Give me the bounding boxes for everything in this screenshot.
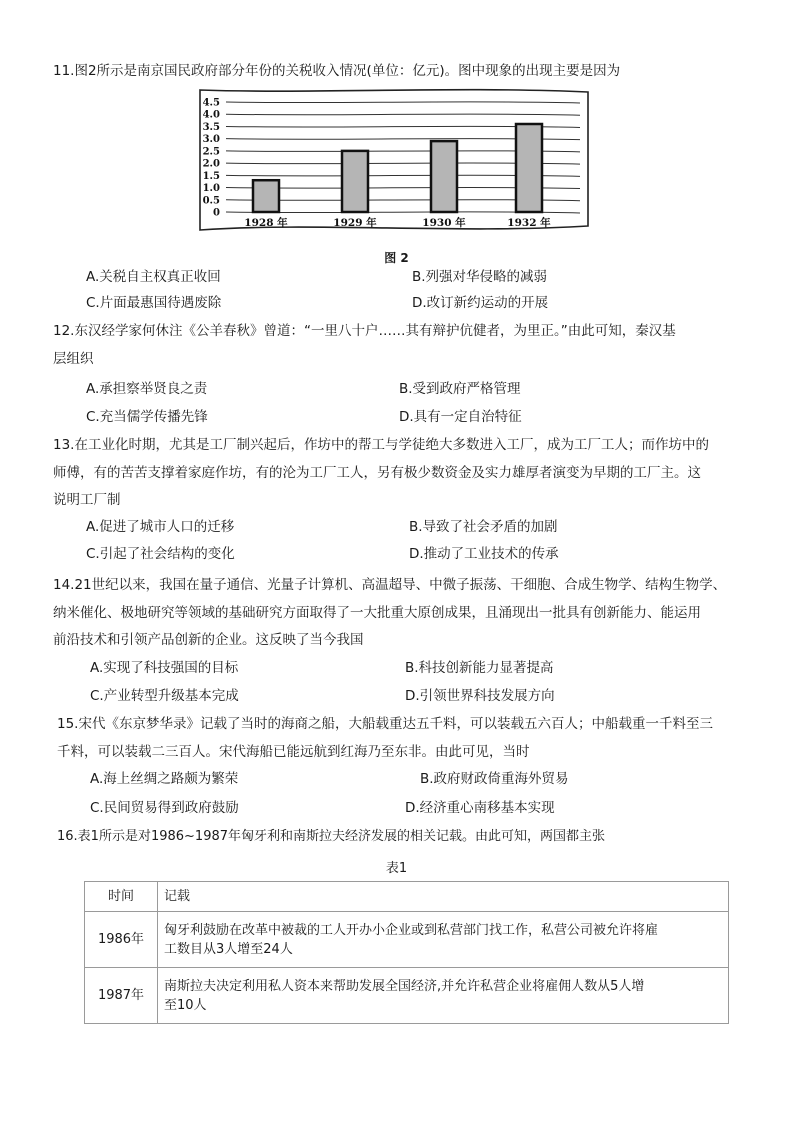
q11-stem: 11.图2所示是南京国民政府部分年份的关税收入情况(单位：亿元)。图中现象的出现主要是因为 xyxy=(53,63,621,79)
q12-option-b[interactable]: B.受到政府严格管理 xyxy=(399,381,521,397)
q13-stem-line3: 说明工厂制 xyxy=(53,492,121,508)
table-row xyxy=(85,968,729,1024)
row-record-line: 工数目从3人增至24人 xyxy=(164,941,293,957)
q12-stem-line1: 12.东汉经学家何休注《公羊春秋》曾道：“一里八十户……其有辩护伉健者，为里正。”由此可知，秦汉基 xyxy=(53,323,676,339)
y-tick-label: 1.0 xyxy=(202,183,220,195)
q13-stem-line1: 13.在工业化时期，尤其是工厂制兴起后，作坊中的帮工与学徒绝大多数进入工厂，成为工厂工人；而作坊中的 xyxy=(53,437,709,453)
records-table xyxy=(84,881,729,1024)
q14-option-d[interactable]: D.引领世界科技发展方向 xyxy=(405,688,555,704)
q13-option-b[interactable]: B.导致了社会矛盾的加剧 xyxy=(409,519,558,535)
bar xyxy=(342,151,368,212)
table-header-row xyxy=(85,882,729,912)
y-tick-label: 2.0 xyxy=(202,158,220,170)
y-tick-label: 0 xyxy=(213,207,220,219)
q14-option-b[interactable]: B.科技创新能力显著提高 xyxy=(405,660,554,676)
x-tick-label: 1929 年 xyxy=(333,217,377,229)
bar xyxy=(431,141,457,212)
q15-option-d[interactable]: D.经济重心南移基本实现 xyxy=(405,800,555,816)
q11-option-d[interactable]: D.改订新约运动的开展 xyxy=(412,295,549,311)
x-tick-label: 1930 年 xyxy=(422,217,466,229)
q12-option-c[interactable]: C.充当儒学传播先锋 xyxy=(86,409,208,425)
x-tick-label: 1932 年 xyxy=(507,217,551,229)
q15-option-b[interactable]: B.政府财政倚重海外贸易 xyxy=(420,771,569,787)
q12-option-a[interactable]: A.承担察举贤良之责 xyxy=(86,381,208,397)
bar xyxy=(516,124,542,212)
table-row xyxy=(85,912,729,968)
q13-option-a[interactable]: A.促进了城市人口的迁移 xyxy=(86,519,235,535)
row-time: 1987年 xyxy=(85,968,158,1024)
q11-option-b[interactable]: B.列强对华侵略的减弱 xyxy=(412,269,548,285)
row-record-line: 南斯拉夫决定利用私人资本来帮助发展全国经济,并允许私营企业将雇佣人数从5人增 xyxy=(164,978,645,994)
y-tick-label: 0.5 xyxy=(202,195,220,207)
y-tick-label: 3.0 xyxy=(202,134,220,146)
q15-stem-line2: 千料，可以装载二三百人。宋代海船已能远航到红海乃至东非。由此可见，当时 xyxy=(57,744,530,760)
figure-caption: 图 2 xyxy=(384,251,409,265)
row-time: 1986年 xyxy=(85,912,158,968)
q13-option-c[interactable]: C.引起了社会结构的变化 xyxy=(86,546,235,562)
y-tick-labels xyxy=(203,98,220,219)
q13-option-d[interactable]: D.推动了工业技术的传承 xyxy=(409,546,559,562)
q11-option-a[interactable]: A.关税自主权真正收回 xyxy=(86,269,221,285)
q16-stem: 16.表1所示是对1986~1987年匈牙利和南斯拉夫经济发展的相关记载。由此可知，两国都主张 xyxy=(57,829,606,844)
q14-option-c[interactable]: C.产业转型升级基本完成 xyxy=(90,688,239,704)
y-tick-label: 4.5 xyxy=(202,97,220,109)
table-caption: 表1 xyxy=(385,861,408,876)
row-record xyxy=(158,912,729,968)
q15-option-a[interactable]: A.海上丝绸之路颇为繁荣 xyxy=(90,771,239,787)
row-record xyxy=(158,968,729,1024)
q11-option-c[interactable]: C.片面最惠国待遇废除 xyxy=(86,295,222,311)
q14-stem-line2: 纳米催化、极地研究等领域的基础研究方面取得了一大批重大原创成果，且涌现出一批具有创新能力、能运用 xyxy=(53,605,701,621)
header-time: 时间 xyxy=(85,882,158,912)
y-tick-label: 3.5 xyxy=(202,121,220,133)
y-tick-label: 4.0 xyxy=(202,109,220,121)
x-tick-label: 1928 年 xyxy=(244,217,288,229)
q12-option-d[interactable]: D.具有一定自治特征 xyxy=(399,409,522,425)
q14-option-a[interactable]: A.实现了科技强国的目标 xyxy=(90,660,239,676)
q12-stem-line2: 层组织 xyxy=(53,351,94,367)
q13-stem-line2: 师傅，有的苦苦支撑着家庭作坊，有的沦为工厂工人，另有极少数资金及实力雄厚者演变为早期的工厂主。这 xyxy=(53,465,701,481)
q14-stem-line1: 14.21世纪以来，我国在量子通信、光量子计算机、高温超导、中微子振荡、干细胞、合成生物学、结构生物学、 xyxy=(53,577,727,593)
q15-stem-line1: 15.宋代《东京梦华录》记载了当时的海商之船，大船载重达五千料，可以装载五六百人；中船载重一千料至三 xyxy=(57,716,713,732)
y-tick-label: 2.5 xyxy=(202,146,220,158)
row-record-line: 匈牙利鼓励在改革中被裁的工人开办小企业或到私营部门找工作，私营公司被允许将雇 xyxy=(164,922,659,938)
tariff-bar-chart xyxy=(196,88,590,234)
header-record: 记载 xyxy=(158,882,729,912)
q14-stem-line3: 前沿技术和引领产品创新的企业。这反映了当今我国 xyxy=(53,632,364,648)
y-tick-label: 1.5 xyxy=(202,170,220,182)
q15-option-c[interactable]: C.民间贸易得到政府鼓励 xyxy=(90,800,239,816)
bar xyxy=(253,180,279,212)
row-record-line: 至10人 xyxy=(164,997,207,1013)
